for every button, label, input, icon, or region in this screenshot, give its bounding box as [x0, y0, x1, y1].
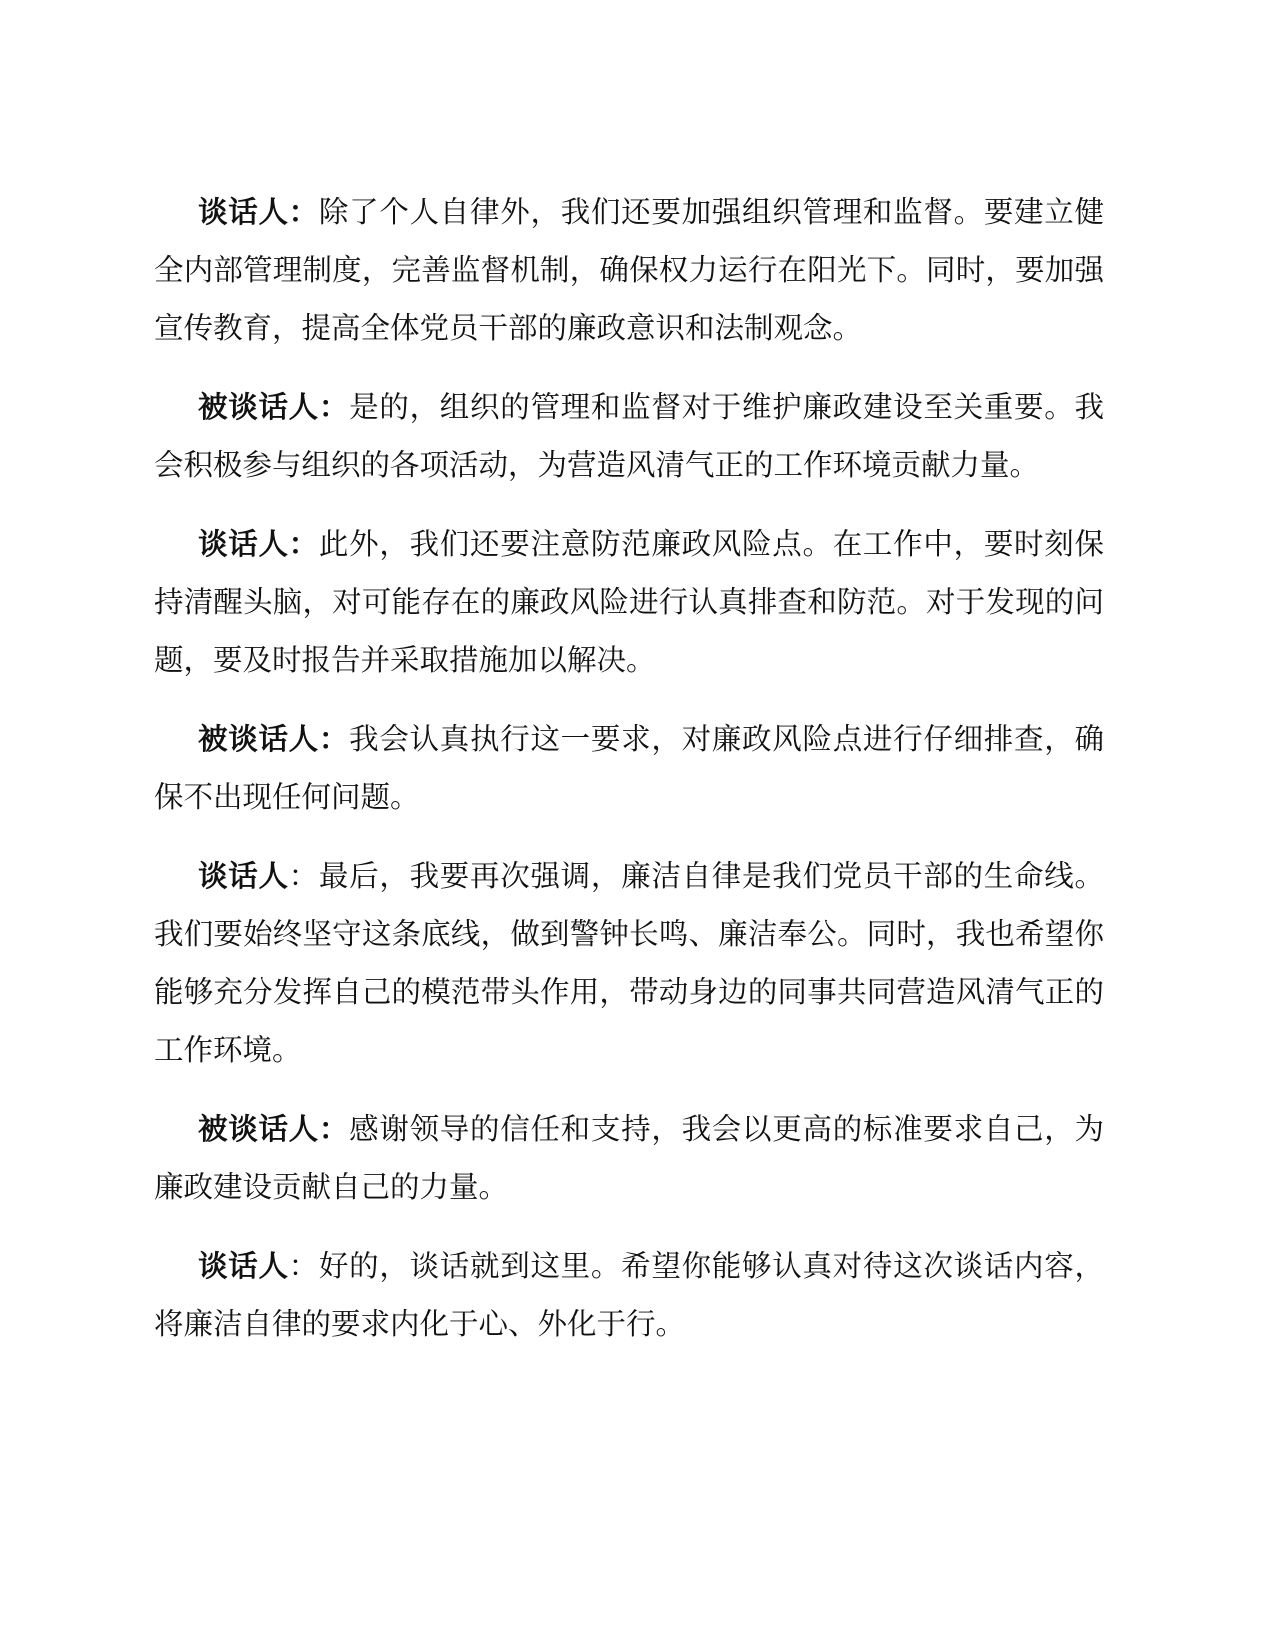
speaker-label: 谈话人: [198, 1248, 289, 1283]
dialogue-paragraph: [154, 515, 1104, 689]
dialogue-paragraph: [154, 378, 1104, 494]
paragraph-text: 此外，我们还要注意防范廉政风险点。在工作中，要时刻保持清醒头脑，对可能存在的廉政风险进行认真排查和防范。对于发现的问题，要及时报告并采取措施加以解决。: [154, 527, 1104, 677]
speaker-label: 谈话人：: [198, 194, 319, 229]
paragraph-text: 我会认真执行这一要求，对廉政风险点进行仔细排查，确保不出现任何问题。: [154, 722, 1104, 814]
speaker-label: 被谈话人：: [198, 1111, 350, 1146]
paragraph-text: ：最后，我要再次强调，廉洁自律是我们党员干部的生命线。我们要始终坚守这条底线，做到警钟长鸣、廉洁奉公。同时，我也希望你能够充分发挥自己的模范带头作用，带动身边的同事共同营造风清气正的工作环境。: [154, 859, 1104, 1067]
dialogue-paragraph: [154, 1237, 1104, 1353]
speaker-label: 被谈话人：: [198, 721, 350, 756]
dialogue-paragraph: [154, 183, 1104, 357]
paragraph-text: ：好的，谈话就到这里。希望你能够认真对待这次谈话内容，将廉洁自律的要求内化于心、外化于行。: [154, 1249, 1104, 1341]
paragraph-text: 是的，组织的管理和监督对于维护廉政建设至关重要。我会积极参与组织的各项活动，为营造风清气正的工作环境贡献力量。: [154, 390, 1104, 482]
speaker-label: 谈话人：: [198, 526, 319, 561]
paragraph-text: 除了个人自律外，我们还要加强组织管理和监督。要建立健全内部管理制度，完善监督机制，确保权力运行在阳光下。同时，要加强宣传教育，提高全体党员干部的廉政意识和法制观念。: [154, 195, 1104, 345]
speaker-label: 谈话人: [198, 858, 289, 893]
dialogue-paragraph: [154, 1100, 1104, 1216]
dialogue-paragraph: [154, 710, 1104, 826]
speaker-label: 被谈话人：: [198, 389, 350, 424]
dialogue-paragraph: [154, 847, 1104, 1079]
paragraph-text: 感谢领导的信任和支持，我会以更高的标准要求自己，为廉政建设贡献自己的力量。: [154, 1112, 1104, 1204]
dialogue-transcript: [154, 183, 1104, 1374]
